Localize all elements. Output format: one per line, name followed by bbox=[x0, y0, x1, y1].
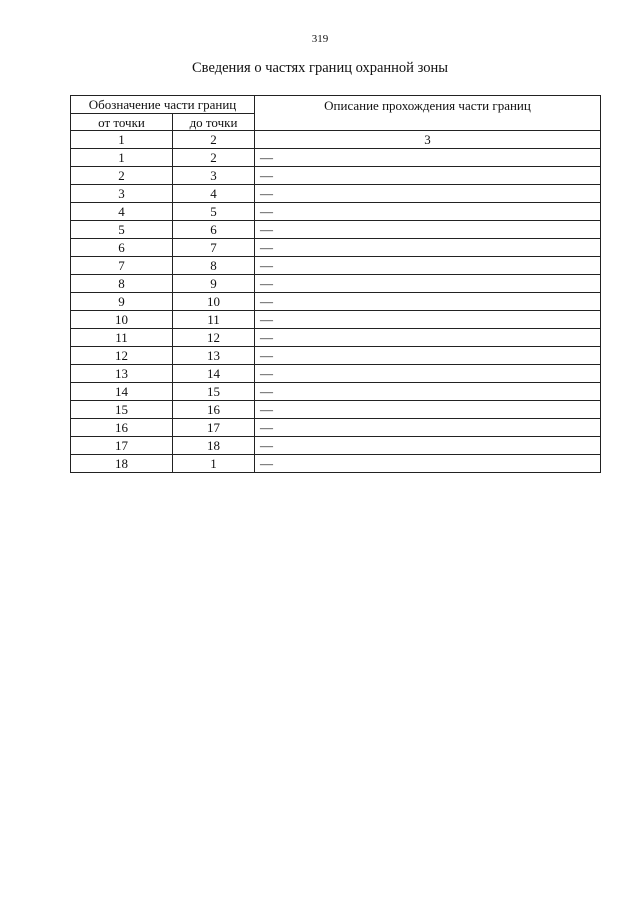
from-point-cell: 8 bbox=[71, 275, 173, 293]
table-row bbox=[71, 257, 601, 275]
from-point-cell: 15 bbox=[71, 401, 173, 419]
table-row bbox=[71, 239, 601, 257]
table-body bbox=[71, 149, 601, 473]
table-row bbox=[71, 221, 601, 239]
to-point-cell: 1 bbox=[173, 455, 255, 473]
to-point-cell: 15 bbox=[173, 383, 255, 401]
to-point-cell: 10 bbox=[173, 293, 255, 311]
table-row bbox=[71, 383, 601, 401]
description-cell: — bbox=[255, 419, 601, 437]
table-row bbox=[71, 365, 601, 383]
table-row bbox=[71, 329, 601, 347]
to-point-cell: 2 bbox=[173, 149, 255, 167]
description-cell: — bbox=[255, 275, 601, 293]
from-point-cell: 1 bbox=[71, 149, 173, 167]
table-row bbox=[71, 185, 601, 203]
description-cell: — bbox=[255, 311, 601, 329]
to-point-cell: 5 bbox=[173, 203, 255, 221]
header-description: Описание прохождения части границ bbox=[255, 96, 601, 131]
from-point-cell: 7 bbox=[71, 257, 173, 275]
table-row bbox=[71, 275, 601, 293]
table-row bbox=[71, 203, 601, 221]
to-point-cell: 6 bbox=[173, 221, 255, 239]
page-number: 319 bbox=[311, 33, 329, 45]
description-cell: — bbox=[255, 365, 601, 383]
from-point-cell: 17 bbox=[71, 437, 173, 455]
description-cell: — bbox=[255, 437, 601, 455]
from-point-cell: 13 bbox=[71, 365, 173, 383]
to-point-cell: 4 bbox=[173, 185, 255, 203]
description-cell: — bbox=[255, 293, 601, 311]
description-cell: — bbox=[255, 167, 601, 185]
header-segment-designation: Обозначение части границ bbox=[71, 96, 255, 114]
to-point-cell: 14 bbox=[173, 365, 255, 383]
description-cell: — bbox=[255, 401, 601, 419]
column-numbers-row bbox=[71, 131, 601, 149]
header-from-point: от точки bbox=[71, 114, 173, 131]
from-point-cell: 12 bbox=[71, 347, 173, 365]
from-point-cell: 11 bbox=[71, 329, 173, 347]
description-cell: — bbox=[255, 257, 601, 275]
description-cell: — bbox=[255, 455, 601, 473]
to-point-cell: 16 bbox=[173, 401, 255, 419]
from-point-cell: 6 bbox=[71, 239, 173, 257]
page-title: Сведения о частях границ охранной зоны bbox=[192, 60, 448, 76]
table-row bbox=[71, 293, 601, 311]
from-point-cell: 4 bbox=[71, 203, 173, 221]
table-row bbox=[71, 455, 601, 473]
to-point-cell: 9 bbox=[173, 275, 255, 293]
description-cell: — bbox=[255, 221, 601, 239]
from-point-cell: 2 bbox=[71, 167, 173, 185]
description-cell: — bbox=[255, 239, 601, 257]
description-cell: — bbox=[255, 203, 601, 221]
to-point-cell: 13 bbox=[173, 347, 255, 365]
from-point-cell: 14 bbox=[71, 383, 173, 401]
to-point-cell: 18 bbox=[173, 437, 255, 455]
table-row bbox=[71, 149, 601, 167]
column-number-1: 1 bbox=[71, 131, 173, 149]
table-row bbox=[71, 167, 601, 185]
description-cell: — bbox=[255, 383, 601, 401]
table-row bbox=[71, 437, 601, 455]
from-point-cell: 16 bbox=[71, 419, 173, 437]
description-cell: — bbox=[255, 185, 601, 203]
to-point-cell: 12 bbox=[173, 329, 255, 347]
boundary-segments-table bbox=[70, 95, 601, 473]
to-point-cell: 8 bbox=[173, 257, 255, 275]
column-number-2: 2 bbox=[173, 131, 255, 149]
from-point-cell: 10 bbox=[71, 311, 173, 329]
table-row bbox=[71, 311, 601, 329]
header-to-point: до точки bbox=[173, 114, 255, 131]
from-point-cell: 18 bbox=[71, 455, 173, 473]
to-point-cell: 11 bbox=[173, 311, 255, 329]
from-point-cell: 5 bbox=[71, 221, 173, 239]
description-cell: — bbox=[255, 149, 601, 167]
table-row bbox=[71, 347, 601, 365]
table-row bbox=[71, 419, 601, 437]
to-point-cell: 7 bbox=[173, 239, 255, 257]
to-point-cell: 17 bbox=[173, 419, 255, 437]
from-point-cell: 9 bbox=[71, 293, 173, 311]
from-point-cell: 3 bbox=[71, 185, 173, 203]
description-cell: — bbox=[255, 329, 601, 347]
description-cell: — bbox=[255, 347, 601, 365]
column-number-3: 3 bbox=[255, 131, 601, 149]
table-row bbox=[71, 401, 601, 419]
to-point-cell: 3 bbox=[173, 167, 255, 185]
